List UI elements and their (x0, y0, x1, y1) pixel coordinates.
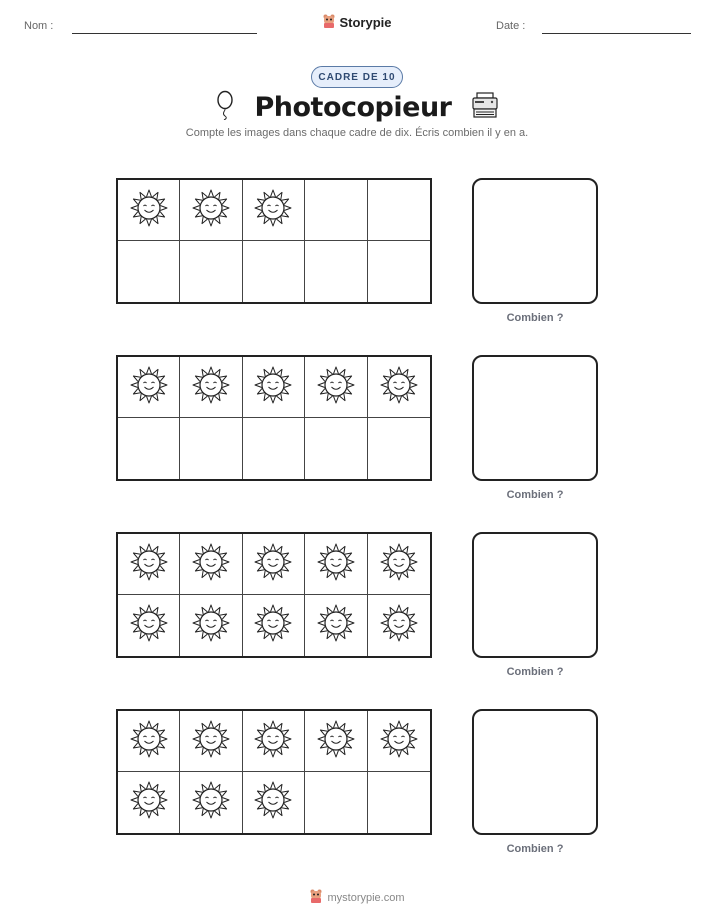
ten-frame-cell (180, 534, 242, 595)
ten-frame-cell (180, 772, 242, 833)
ten-frame-cell (305, 241, 367, 302)
sun-icon (130, 781, 168, 824)
title-row (0, 90, 714, 125)
brand-name: Storypie (339, 15, 392, 30)
footer (0, 888, 714, 909)
ten-frame-cell (243, 180, 305, 241)
sun-icon (192, 543, 230, 586)
ten-frame-cell (243, 418, 305, 479)
ten-frame-cell (118, 357, 180, 418)
ten-frame-cell (305, 418, 367, 479)
ten-frame-cell (180, 418, 242, 479)
ten-frame (116, 178, 432, 304)
sun-icon (317, 543, 355, 586)
sun-icon (254, 189, 292, 232)
ten-frame-cell (118, 241, 180, 302)
sun-icon (192, 781, 230, 824)
sun-icon (192, 366, 230, 409)
sun-icon (192, 189, 230, 232)
page-title: Photocopieur (254, 92, 452, 123)
ten-frame-cell (118, 711, 180, 772)
answer-box[interactable] (472, 178, 598, 304)
ten-frame-cell (243, 595, 305, 656)
combien-label: Combien ? (506, 489, 564, 501)
sun-icon (192, 720, 230, 763)
ten-frame-cell (243, 711, 305, 772)
ten-frame (116, 709, 432, 835)
ten-frame-cell (243, 357, 305, 418)
footer-url: mystorypie.com (327, 891, 405, 904)
ten-frame-cell (368, 241, 430, 302)
answer-box[interactable] (472, 709, 598, 835)
ten-frame-cell (368, 595, 430, 656)
date-label: Date : (496, 20, 526, 32)
ten-frame-cell (305, 357, 367, 418)
ten-frame-cell (118, 180, 180, 241)
sun-icon (317, 720, 355, 763)
category-badge: CADRE DE 10 (311, 66, 403, 88)
ten-frame-cell (305, 180, 367, 241)
combien-label: Combien ? (506, 312, 564, 324)
combien-label: Combien ? (506, 666, 564, 678)
ten-frame-cell (118, 534, 180, 595)
ten-frame (116, 355, 432, 481)
sun-icon (380, 604, 418, 647)
sun-icon (254, 720, 292, 763)
ten-frame-cell (118, 772, 180, 833)
combien-label: Combien ? (506, 843, 564, 855)
ten-frame-cell (180, 595, 242, 656)
storypie-logo-icon (322, 13, 336, 32)
answer-box[interactable] (472, 532, 598, 658)
ten-frame-cell (368, 534, 430, 595)
ten-frame-cell (305, 595, 367, 656)
ten-frame-cell (180, 241, 242, 302)
ten-frame-cell (243, 534, 305, 595)
ten-frame-cell (305, 772, 367, 833)
answer-box[interactable] (472, 355, 598, 481)
name-label: Nom : (24, 20, 54, 32)
ten-frame-cell (368, 711, 430, 772)
sun-icon (254, 604, 292, 647)
ten-frame-cell (368, 772, 430, 833)
ten-frame-cell (118, 418, 180, 479)
ten-frame (116, 532, 432, 658)
ten-frame-cell (368, 357, 430, 418)
brand (0, 13, 714, 34)
sun-icon (317, 366, 355, 409)
sun-icon (254, 781, 292, 824)
sun-icon (380, 720, 418, 763)
storypie-logo-icon (309, 888, 323, 907)
sun-icon (130, 543, 168, 586)
sun-icon (130, 720, 168, 763)
sun-icon (317, 604, 355, 647)
ten-frame-cell (305, 711, 367, 772)
ten-frame-cell (118, 595, 180, 656)
date-line[interactable] (542, 33, 691, 34)
ten-frame-cell (243, 772, 305, 833)
ten-frame-cell (180, 357, 242, 418)
ten-frame-cell (368, 418, 430, 479)
photocopier-icon (470, 91, 500, 124)
balloon-icon (214, 90, 236, 125)
sun-icon (130, 366, 168, 409)
sun-icon (254, 366, 292, 409)
sun-icon (254, 543, 292, 586)
ten-frame-cell (180, 711, 242, 772)
ten-frame-cell (180, 180, 242, 241)
ten-frame-cell (243, 241, 305, 302)
ten-frame-cell (305, 534, 367, 595)
sun-icon (380, 366, 418, 409)
sun-icon (192, 604, 230, 647)
sun-icon (130, 604, 168, 647)
ten-frame-cell (368, 180, 430, 241)
sun-icon (130, 189, 168, 232)
sun-icon (380, 543, 418, 586)
instructions: Compte les images dans chaque cadre de dix. Écris combien il y en a. (185, 127, 529, 139)
